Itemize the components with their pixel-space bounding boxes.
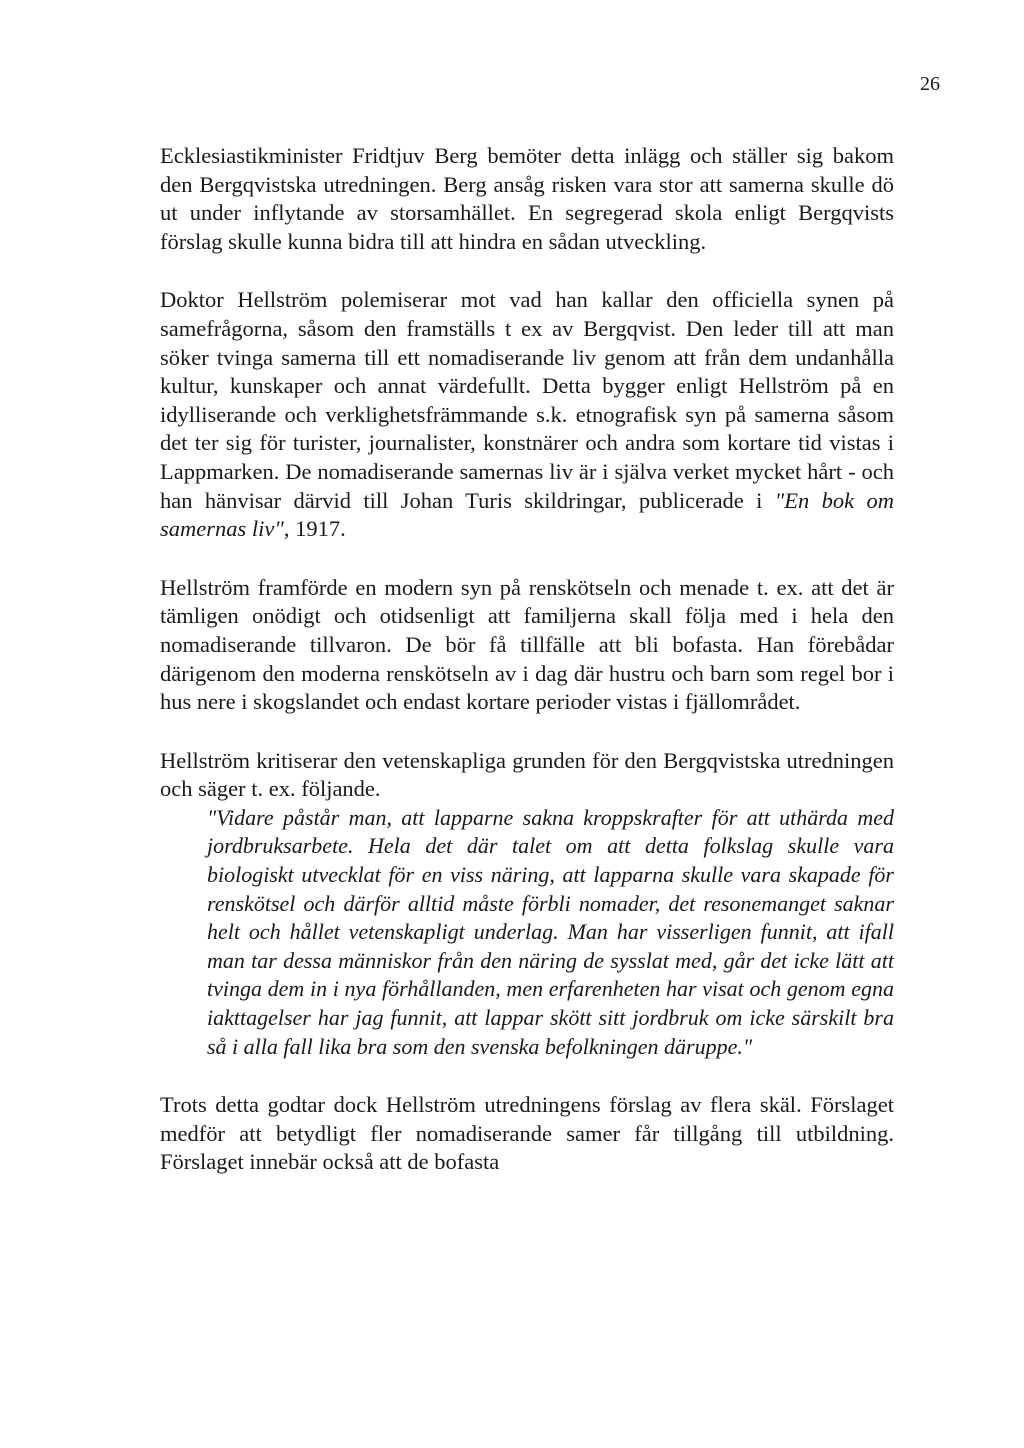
paragraph-scientific-critique: Hellström kritiserar den vetenskapliga grunden för den Bergqvistska utredningen och säger t. ex. följande.	[160, 747, 894, 802]
paragraph-berg-response: Ecklesiastikminister Fridtjuv Berg bemöter detta inlägg och ställer sig bakom den Bergqvistska utredningen. Berg ansåg risken vara stor att samerna skulle dö ut under inflytande av storsamhället. En segregerad skola enligt Bergqvists förslag skulle kunna bidra till att hindra en sådan utveckling.	[160, 143, 894, 254]
paragraph-text: , 1917.	[283, 516, 346, 542]
paragraph-hellstrom-polemic	[160, 286, 894, 543]
document-body	[160, 142, 894, 1207]
paragraph-reindeer-herding: Hellström framförde en modern syn på renskötseln och menade t. ex. att det är tämligen onödigt och otidsenligt att familjerna skall följa med i hela den nomadiserande tillvaron. De bör få tillfälle att bli bofasta. Han förebådar därigenom den moderna renskötseln av i dag där hustru och barn som regel bor i hus nere i skogslandet och endast kortare perioder vistas i fjällområdet.	[160, 574, 894, 715]
book-title: "En bok om samernas liv"	[160, 487, 894, 542]
paragraph-nevertheless: Trots detta godtar dock Hellström utredningens förslag av flera skäl. Förslaget medför att betydligt fler nomadiserande samer får tillgång till utbildning. Förslaget innebär också att de bofasta	[160, 1092, 894, 1175]
block-quote: "Vidare påstår man, att lapparne sakna kroppskrafter för att uthärda med jordbruksarbete. Hela det där talet om att detta folkslag skulle vara biologiskt utvecklat för en viss näring, att lapparna skulle vara skapade för renskötsel och därför alltid måste förbli nomader, det resonemanget saknar helt och hållet vetenskapligt underlag. Man har visserligen funnit, att ifall man tar dessa människor från den näring de sysslat med, går det icke lätt att tvinga dem in i nya förhållanden, men erfarenheten har visat och genom egna iakttagelser har jag funnit, att lappar skött sitt jordbruk om icke särskilt bra så i alla fall lika bra som den svenska befolkningen däruppe."	[207, 804, 894, 1059]
page-number: 26	[920, 73, 940, 95]
paragraph-text: Doktor Hellström polemiserar mot vad han kallar den officiella synen på samefrågorna, såsom den framställs t ex av Bergqvist. Den leder till att man söker tvinga samerna till ett nomadiserande liv genom att från dem undanhålla kultur, kunskaper och annat värdefullt. Detta bygger enligt Hellström på en idylliserande och verklighetsfrämmande s.k. etnografisk syn på samerna såsom det ter sig för turister, journalister, konstnärer och andra som kortare tid vistas i Lappmarken. De nomadiserande samernas liv är i själva verket mycket hårt - och han hänvisar därvid till Johan Turis skildringar, publicerade i	[160, 287, 894, 513]
